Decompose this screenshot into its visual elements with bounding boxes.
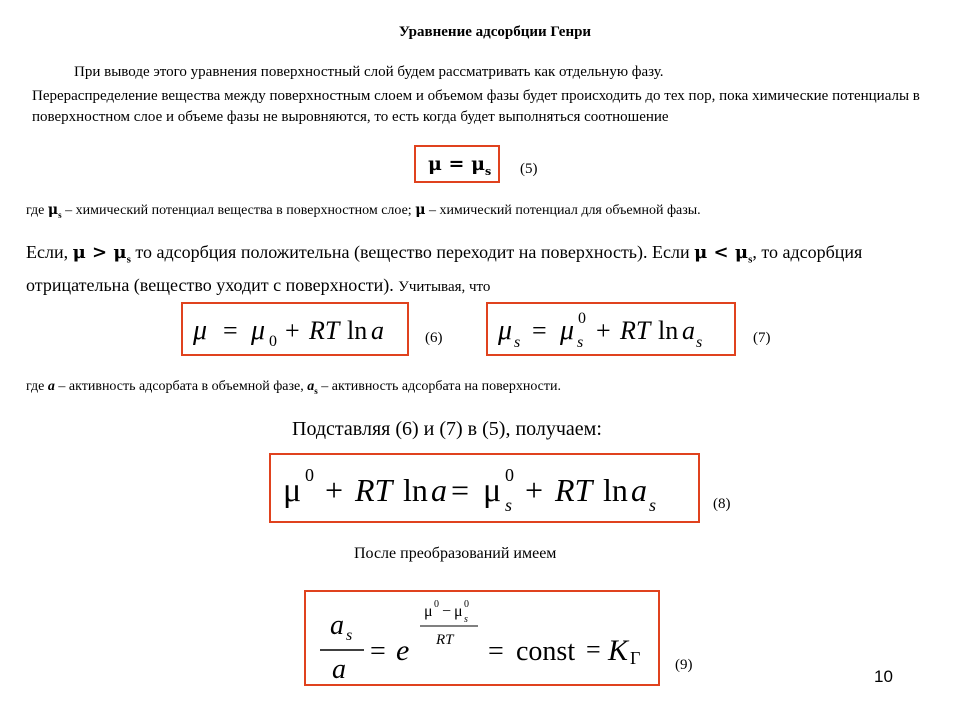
svg-text:s: s [346, 627, 353, 644]
paragraph-where-activity: где a – активность адсорбата в объемной фазе, $a_s$ – активность адсорбата на поверхности. [26, 379, 562, 396]
svg-text:0: 0 [434, 599, 439, 610]
equation-6-number: (6) [425, 330, 443, 346]
svg-text:a: a [682, 316, 695, 345]
svg-text:μ: μ [251, 315, 266, 346]
slide-number: 10 [874, 667, 893, 686]
svg-text:K: K [608, 634, 629, 667]
svg-text:0: 0 [269, 333, 277, 350]
svg-text:0: 0 [578, 310, 586, 327]
svg-text:μ: μ [424, 603, 433, 620]
equation-8-box [269, 453, 700, 523]
svg-text:RT: RT [555, 472, 593, 508]
equation-5: $\mu = \mu_s$ [428, 153, 492, 178]
svg-text:RT: RT [309, 316, 340, 345]
equation-6-box [181, 302, 409, 356]
svg-text:μ: μ [560, 315, 575, 346]
paragraph-substituting: Подставляя (6) и (7) в (5), получаем: [292, 418, 602, 440]
equation-5-box [414, 145, 500, 183]
svg-text:=: = [223, 316, 238, 345]
paragraph-redistribution: Перераспределение вещества между поверхностным слоем и объемом фазы будет происходить до тех пор, пока химические потенциалы в поверхностном слое и объеме фазы не выровняются, то есть когда будет выполняться соотношение [32, 88, 920, 125]
svg-text:=: = [451, 472, 470, 508]
svg-text:s: s [464, 614, 468, 625]
svg-text:+: + [525, 472, 544, 508]
svg-text:e: e [396, 634, 410, 667]
svg-text:ln: ln [658, 316, 679, 345]
equation-9-box [304, 590, 660, 686]
svg-text:μ: μ [193, 315, 208, 346]
svg-text:0: 0 [464, 599, 469, 610]
paragraph-intro: При выводе этого уравнения поверхностный слой будем рассматривать как отдельную фазу. [74, 64, 664, 80]
equation-7 [488, 304, 734, 354]
equation-5-number: (5) [520, 161, 538, 177]
svg-text:s: s [696, 334, 703, 351]
svg-text:s: s [514, 334, 521, 351]
svg-text:μ: μ [454, 603, 463, 620]
svg-text:=: = [532, 316, 547, 345]
svg-text:μ: μ [283, 472, 302, 509]
svg-text:μ: μ [498, 315, 513, 346]
page-title: Уравнение адсорбции Генри [398, 24, 592, 40]
svg-text:+: + [596, 316, 611, 345]
equation-6 [183, 304, 407, 354]
paragraph-where-mu: где $\mu_s$ – химический потенциал вещества в поверхностном слое; μ – химический потенциал для объемной фазы. [26, 202, 701, 220]
svg-text:a: a [371, 316, 384, 345]
svg-text:a: a [431, 472, 447, 508]
svg-text:ln: ln [403, 472, 428, 508]
svg-text:RT: RT [620, 316, 651, 345]
paragraph-adsorption-sign: Если, $\mu > \mu_s$ то адсорбция положительна (вещество переходит на поверхность). Если $\mu < \mu_s$, то адсорбция отрицательна (вещество уходит с поверхности). Учитывая, что [26, 242, 863, 295]
svg-text:μ: μ [483, 472, 502, 509]
svg-text:const: const [516, 636, 576, 667]
svg-text:a: a [332, 654, 346, 684]
equation-8 [271, 455, 698, 521]
svg-text:=: = [370, 636, 386, 667]
paragraph-after-transform: После преобразований имеем [354, 545, 557, 562]
svg-text:a: a [330, 610, 344, 641]
equation-9-number: (9) [675, 657, 693, 673]
equation-8-number: (8) [713, 496, 731, 512]
svg-text:+: + [285, 316, 300, 345]
svg-text:0: 0 [305, 465, 314, 485]
svg-text:=: = [586, 635, 601, 664]
equation-7-box [486, 302, 736, 356]
svg-text:RT: RT [436, 632, 454, 648]
svg-text:s: s [649, 495, 657, 515]
equation-7-number: (7) [753, 330, 771, 346]
svg-text:−: − [442, 603, 452, 620]
svg-text:RT: RT [355, 472, 393, 508]
svg-text:a: a [631, 472, 647, 508]
equation-9 [306, 592, 658, 684]
svg-text:0: 0 [505, 465, 514, 485]
svg-text:Г: Г [630, 648, 641, 668]
svg-text:ln: ln [603, 472, 628, 508]
svg-text:+: + [325, 472, 344, 508]
svg-text:ln: ln [347, 316, 368, 345]
svg-text:=: = [488, 636, 504, 667]
svg-text:s: s [505, 495, 513, 515]
svg-text:s: s [577, 334, 584, 351]
